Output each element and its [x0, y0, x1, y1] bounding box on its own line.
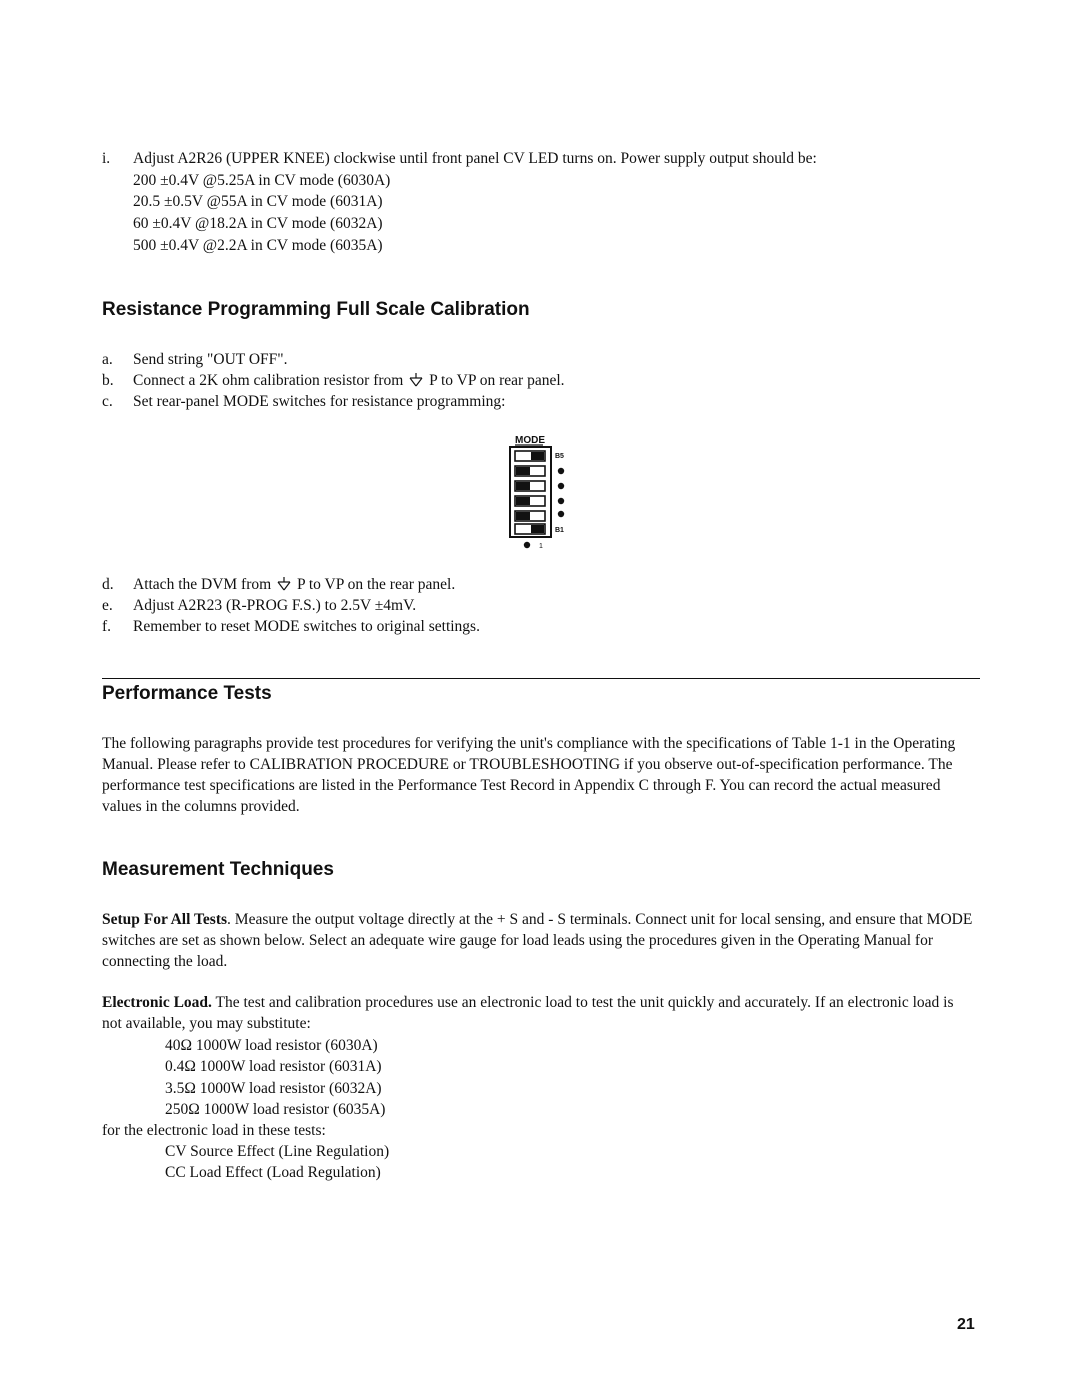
- test-cc-load-effect: CC Load Effect (Load Regulation): [165, 1164, 381, 1181]
- electronic-load-paragraph: [102, 992, 977, 1034]
- step-d-post: P to VP on the rear panel.: [296, 576, 456, 593]
- section-divider: [102, 678, 980, 679]
- mode-switch-3: [515, 481, 545, 491]
- step-d-text: [133, 574, 455, 595]
- step-i-value-6032a: 60 ±0.4V @18.2A in CV mode (6032A): [133, 215, 383, 232]
- performance-body: [102, 733, 977, 817]
- setup-bold-label: Setup For All Tests: [102, 911, 228, 928]
- step-d-pre: Attach the DVM from: [133, 576, 272, 593]
- resistor-6032a: 3.5Ω 1000W load resistor (6032A): [165, 1080, 382, 1097]
- chassis-ground-icon: [409, 372, 423, 388]
- step-e-label: e.: [102, 597, 113, 614]
- step-a-label: a.: [102, 351, 113, 368]
- step-b-post: P to VP on rear panel.: [429, 372, 565, 389]
- mode-switch-title: MODE: [515, 435, 545, 446]
- load-bold-label: Electronic Load.: [102, 994, 212, 1011]
- step-e-text: Adjust A2R23 (R-PROG F.S.) to 2.5V ±4mV.: [133, 597, 417, 614]
- mode-switch-2: [515, 466, 545, 476]
- mode-switch-top-mark: B5: [555, 453, 564, 460]
- test-cv-source-effect: CV Source Effect (Line Regulation): [165, 1143, 390, 1160]
- mode-switch-4: [515, 496, 545, 506]
- step-b-text: [133, 370, 565, 391]
- step-i-text: Adjust A2R26 (UPPER KNEE) clockwise until front panel CV LED turns on. Power supply output should be:: [133, 150, 817, 167]
- step-d-label: d.: [102, 576, 114, 593]
- step-i-label: i.: [102, 150, 111, 167]
- resistor-6035a: 250Ω 1000W load resistor (6035A): [165, 1101, 386, 1118]
- resistor-6030a: 40Ω 1000W load resistor (6030A): [165, 1037, 378, 1054]
- performance-heading: Performance Tests: [102, 683, 272, 704]
- step-c-label: c.: [102, 393, 113, 410]
- load-text: The test and calibration procedures use an electronic load to test the unit quickly and accurately. If an electronic load is not available, you may substitute:: [102, 994, 954, 1032]
- step-b-label: b.: [102, 372, 114, 389]
- mode-switch-figure: [505, 432, 575, 550]
- step-f-text: Remember to reset MODE switches to original settings.: [133, 618, 480, 635]
- mode-switch-bottom-mark: B1: [555, 527, 564, 534]
- performance-paragraph: The following paragraphs provide test procedures for verifying the unit's compliance with the specifications of Table 1-1 in the Operating Manual. Please refer to CALIBRATION PROCEDURE or TROUBLESHOOTING if you observe out-of-specification performance. The performance test specifications are listed in the Performance Test Record in Appendix C through F. You can record the actual measured values in the columns provided.: [102, 735, 956, 815]
- step-i-value-6035a: 500 ±0.4V @2.2A in CV mode (6035A): [133, 237, 383, 254]
- mode-switch-5: [515, 511, 545, 521]
- setup-paragraph: [102, 909, 977, 972]
- step-b-pre: Connect a 2K ohm calibration resistor from: [133, 372, 404, 389]
- mode-switch-6: [515, 524, 545, 534]
- step-f-label: f.: [102, 618, 112, 635]
- for-text: for the electronic load in these tests:: [102, 1122, 326, 1139]
- resistor-6031a: 0.4Ω 1000W load resistor (6031A): [165, 1058, 382, 1075]
- page-number: 21: [957, 1316, 975, 1333]
- setup-text: . Measure the output voltage directly at the + S and - S terminals. Connect unit for local sensing, and ensure that MODE switches are set as shown below. Select an adequate wire gauge for load leads using the procedures given in the Operating Manual for connecting the load.: [102, 911, 973, 970]
- step-a-text: Send string "OUT OFF".: [133, 351, 288, 368]
- step-i-value-6031a: 20.5 ±0.5V @55A in CV mode (6031A): [133, 193, 383, 210]
- resistance-heading: Resistance Programming Full Scale Calibration: [102, 299, 530, 320]
- step-i-value-6030a: 200 ±0.4V @5.25A in CV mode (6030A): [133, 172, 391, 189]
- mode-switch-1: [515, 451, 545, 461]
- chassis-ground-icon: [277, 576, 291, 592]
- mode-switch-bottom-label: 1: [539, 543, 543, 550]
- step-c-text: Set rear-panel MODE switches for resistance programming:: [133, 393, 506, 410]
- measurement-heading: Measurement Techniques: [102, 859, 334, 880]
